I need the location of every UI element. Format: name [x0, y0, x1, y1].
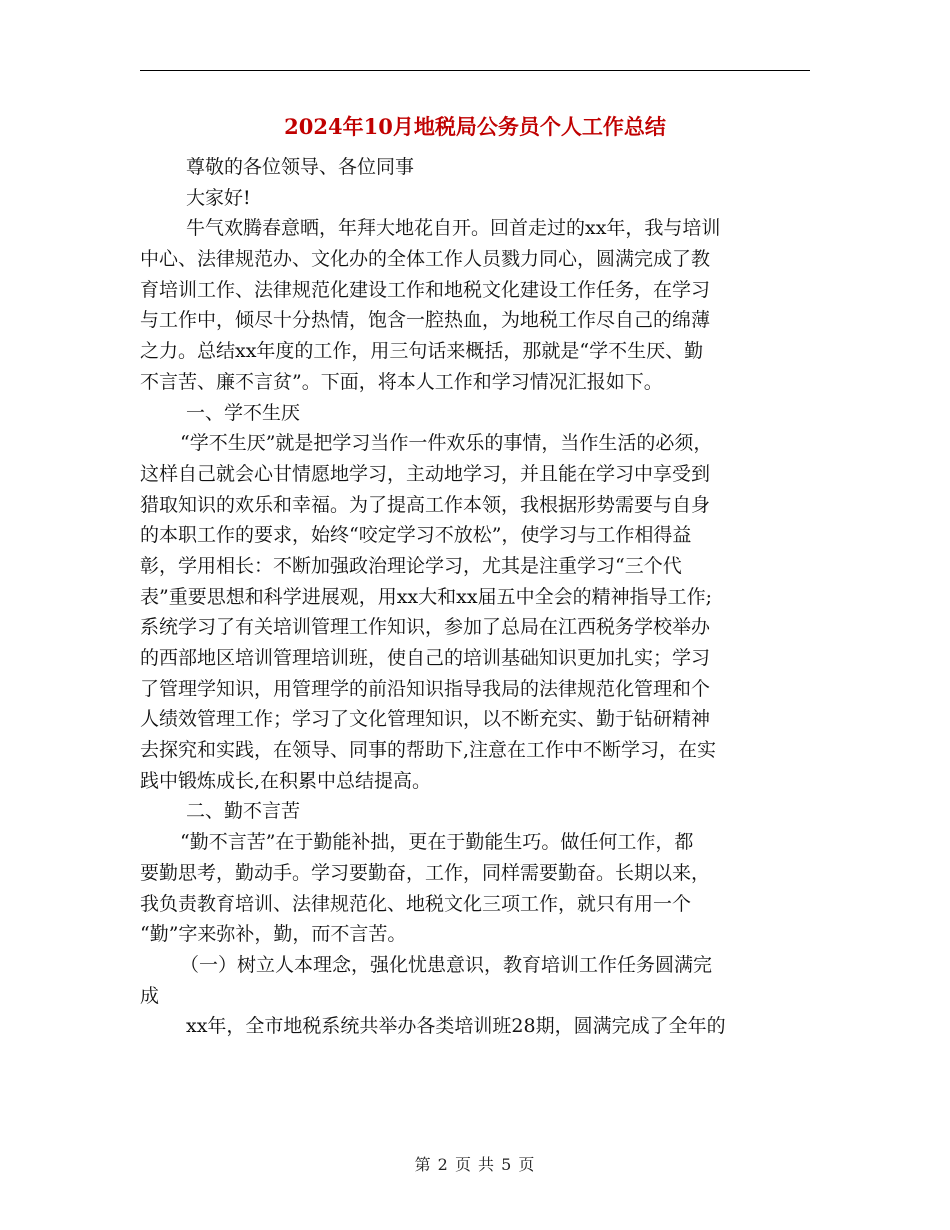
paragraph-line: 的西部地区培训管理培训班，使自己的培训基础知识更加扎实；学习 — [140, 647, 711, 669]
paragraph-line: 表”重要思想和科学进展观，用xx大和xx届五中全会的精神指导工作; — [140, 585, 712, 608]
paragraph-line: 要勤思考，勤动手。学习要勤奋，工作，同样需要勤奋。长期以来， — [140, 861, 711, 884]
paragraph-line: 育培训工作、法律规范化建设工作和地税文化建设工作任务，在学习 — [140, 278, 711, 301]
paragraph-line: 牛气欢腾春意晒，年拜大地花自开。回首走过的xx年，我与培训 — [186, 217, 721, 240]
section-heading: 一、学不生厌 — [186, 401, 301, 424]
paragraph-line: 不言苦、廉不言贫”。下面，将本人工作和学习情况汇报如下。 — [140, 370, 663, 393]
salutation-line: 尊敬的各位领导、各位同事 — [186, 156, 415, 178]
paragraph-line: 的本职工作的要求，始终“咬定学习不放松”，使学习与工作相得益 — [140, 524, 692, 547]
subsection-heading-cont: 成 — [140, 984, 160, 1007]
subsection-heading: （一）树立人本理念，强化忧患意识，教育培训工作任务圆满完 — [180, 953, 713, 976]
header-rule — [140, 70, 810, 71]
section-heading: 二、勤不言苦 — [186, 800, 301, 823]
paragraph-line: xx年，全市地税系统共举办各类培训班28期，圆满完成了全年的 — [186, 1015, 726, 1038]
paragraph-line: 去探究和实践，在领导、同事的帮助下,注意在工作中不断学习，在实 — [140, 739, 717, 762]
paragraph-line: 这样自己就会心甘情愿地学习，主动地学习，并且能在学习中享受到 — [140, 462, 711, 485]
paragraph-line: 猎取知识的欢乐和幸福。为了提高工作本领，我根据形势需要与自身 — [140, 493, 711, 516]
document-body — [140, 152, 815, 1042]
paragraph-line: “勤不言苦”在于勤能补拙，更在于勤能生巧。做任何工作，都 — [180, 831, 694, 854]
paragraph-line: “勤”字来弥补，勤，而不言苦。 — [140, 923, 407, 946]
paragraph-line: 与工作中，倾尽十分热情，饱含一腔热血，为地税工作尽自己的绵薄 — [140, 309, 711, 332]
paragraph-line: 人绩效管理工作；学习了文化管理知识，以不断充实、勤于钻研精神 — [140, 708, 711, 731]
paragraph-line: 我负责教育培训、法律规范化、地税文化三项工作，就只有用一个 — [140, 892, 692, 915]
paragraph-line: 系统学习了有关培训管理工作知识，参加了总局在江西税务学校举办 — [140, 616, 711, 639]
paragraph-line: 了管理学知识，用管理学的前沿知识指导我局的法律规范化管理和个 — [140, 677, 711, 700]
paragraph-line: 践中锻炼成长,在积累中总结提高。 — [140, 769, 432, 792]
greeting-line: 大家好! — [186, 186, 251, 209]
paragraph-line: 之力。总结xx年度的工作，用三句话来概括，那就是“学不生厌、勤 — [140, 340, 704, 363]
paragraph-line: “学不生厌”就是把学习当作一件欢乐的事情，当作生活的必须， — [180, 432, 713, 455]
paragraph-line: 中心、法律规范办、文化办的全体工作人员戮力同心，圆满完成了教 — [140, 248, 711, 271]
paragraph-line: 彰，学用相长：不断加强政治理论学习，尤其是注重学习“三个代 — [140, 554, 682, 577]
document-title: 2024年10月地税局公务员个人工作总结 — [284, 114, 666, 139]
page-number-footer: 第 2 页 共 5 页 — [414, 1155, 536, 1174]
